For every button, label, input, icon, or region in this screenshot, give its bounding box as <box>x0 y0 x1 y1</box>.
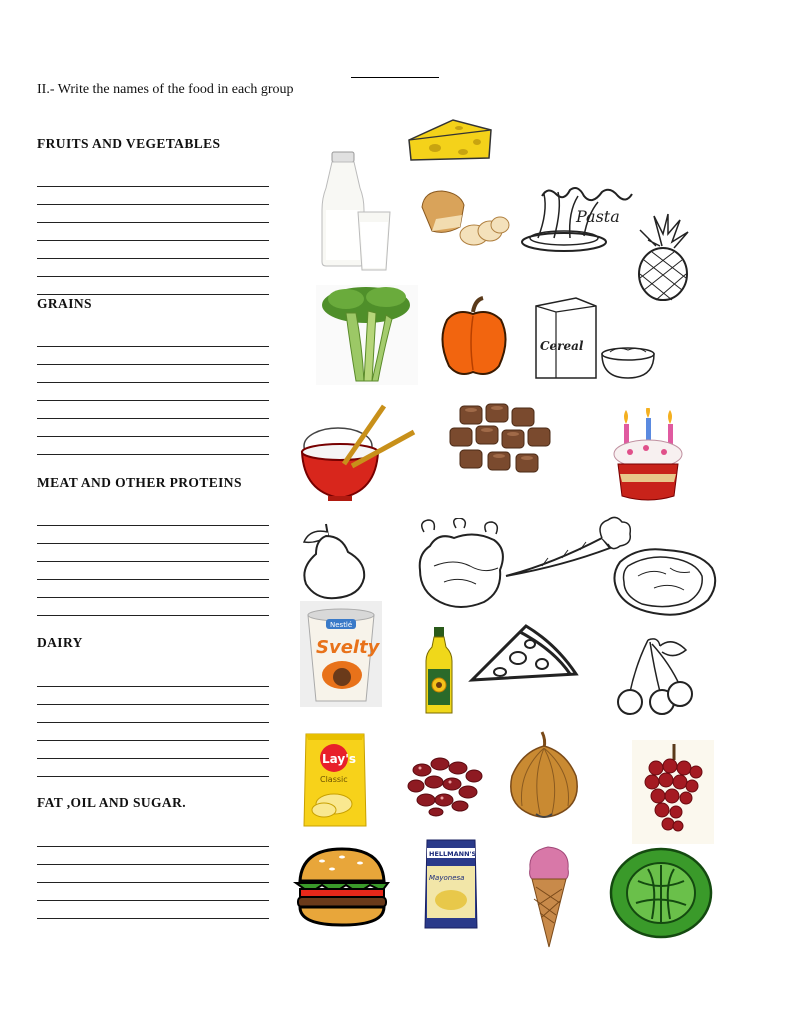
hamburger-icon <box>292 845 392 929</box>
writing-line[interactable] <box>37 704 269 705</box>
writing-line[interactable] <box>37 525 269 526</box>
writing-line[interactable] <box>37 615 269 616</box>
group-heading-fat-oil-sugar: FAT ,OIL AND SUGAR. <box>37 795 187 810</box>
chocolates-icon <box>446 400 558 484</box>
beans-icon <box>406 748 486 818</box>
mayo-product-label: Mayonesa <box>429 874 465 882</box>
yogurt-icon <box>300 601 382 707</box>
writing-line[interactable] <box>37 846 269 847</box>
writing-line[interactable] <box>37 186 269 187</box>
pasta-icon <box>518 182 636 254</box>
writing-line[interactable] <box>37 776 269 777</box>
cereal-icon <box>530 294 660 382</box>
cereal-label: Cereal <box>540 339 584 353</box>
chips-brand-label: Lay's <box>322 752 357 766</box>
writing-line[interactable] <box>37 722 269 723</box>
writing-line[interactable] <box>37 418 269 419</box>
chicken-icon <box>414 518 512 614</box>
yogurt-maker-label: Nestlé <box>330 621 353 629</box>
pizza-icon <box>468 622 580 686</box>
writing-line[interactable] <box>37 364 269 365</box>
onion-icon <box>502 728 588 822</box>
group-heading-dairy: DAIRY <box>37 635 83 650</box>
mayo-brand-label: HELLMANN'S <box>429 850 477 858</box>
milk-icon <box>318 150 394 275</box>
chips-flavor-label: Classic <box>320 775 348 784</box>
chips-bag-icon <box>302 730 368 830</box>
writing-line[interactable] <box>37 240 269 241</box>
writing-line[interactable] <box>37 918 269 919</box>
writing-line[interactable] <box>37 222 269 223</box>
pear-icon <box>296 518 370 600</box>
writing-line[interactable] <box>37 758 269 759</box>
pineapple-icon <box>632 212 694 302</box>
group-heading-meat-proteins: MEAT AND OTHER PROTEINS <box>37 475 242 490</box>
writing-line[interactable] <box>37 882 269 883</box>
celery-icon <box>316 285 418 385</box>
writing-line[interactable] <box>37 346 269 347</box>
pasta-label: Pasta <box>576 207 620 226</box>
writing-line[interactable] <box>37 294 269 295</box>
cherries-icon <box>614 634 698 718</box>
writing-line[interactable] <box>37 204 269 205</box>
ice-cream-icon <box>524 843 574 949</box>
lettuce-icon <box>608 845 714 941</box>
cheese-icon <box>405 114 495 164</box>
mayonnaise-icon <box>421 836 481 932</box>
writing-line[interactable] <box>37 900 269 901</box>
bread-icon <box>416 185 510 253</box>
writing-line[interactable] <box>37 579 269 580</box>
writing-line[interactable] <box>37 276 269 277</box>
writing-line[interactable] <box>37 258 269 259</box>
writing-line[interactable] <box>37 400 269 401</box>
yogurt-brand-label: Svelty <box>316 637 380 658</box>
steak-icon <box>608 540 720 620</box>
rice-bowl-icon <box>298 402 418 504</box>
writing-line[interactable] <box>37 686 269 687</box>
writing-line[interactable] <box>37 543 269 544</box>
grapes-icon <box>632 740 714 844</box>
oil-bottle-icon <box>424 625 454 717</box>
instruction-text: II.- Write the names of the food in each group <box>37 82 294 97</box>
writing-line[interactable] <box>37 454 269 455</box>
pepper-icon <box>437 296 511 380</box>
writing-line[interactable] <box>37 740 269 741</box>
writing-line[interactable] <box>37 864 269 865</box>
birthday-cake-icon <box>606 408 688 506</box>
writing-line[interactable] <box>37 382 269 383</box>
writing-line[interactable] <box>37 597 269 598</box>
writing-line[interactable] <box>37 436 269 437</box>
writing-line[interactable] <box>37 561 269 562</box>
group-heading-fruits-vegetables: FRUITS AND VEGETABLES <box>37 136 221 151</box>
group-heading-grains: GRAINS <box>37 296 92 311</box>
answer-blank-line <box>351 77 439 78</box>
